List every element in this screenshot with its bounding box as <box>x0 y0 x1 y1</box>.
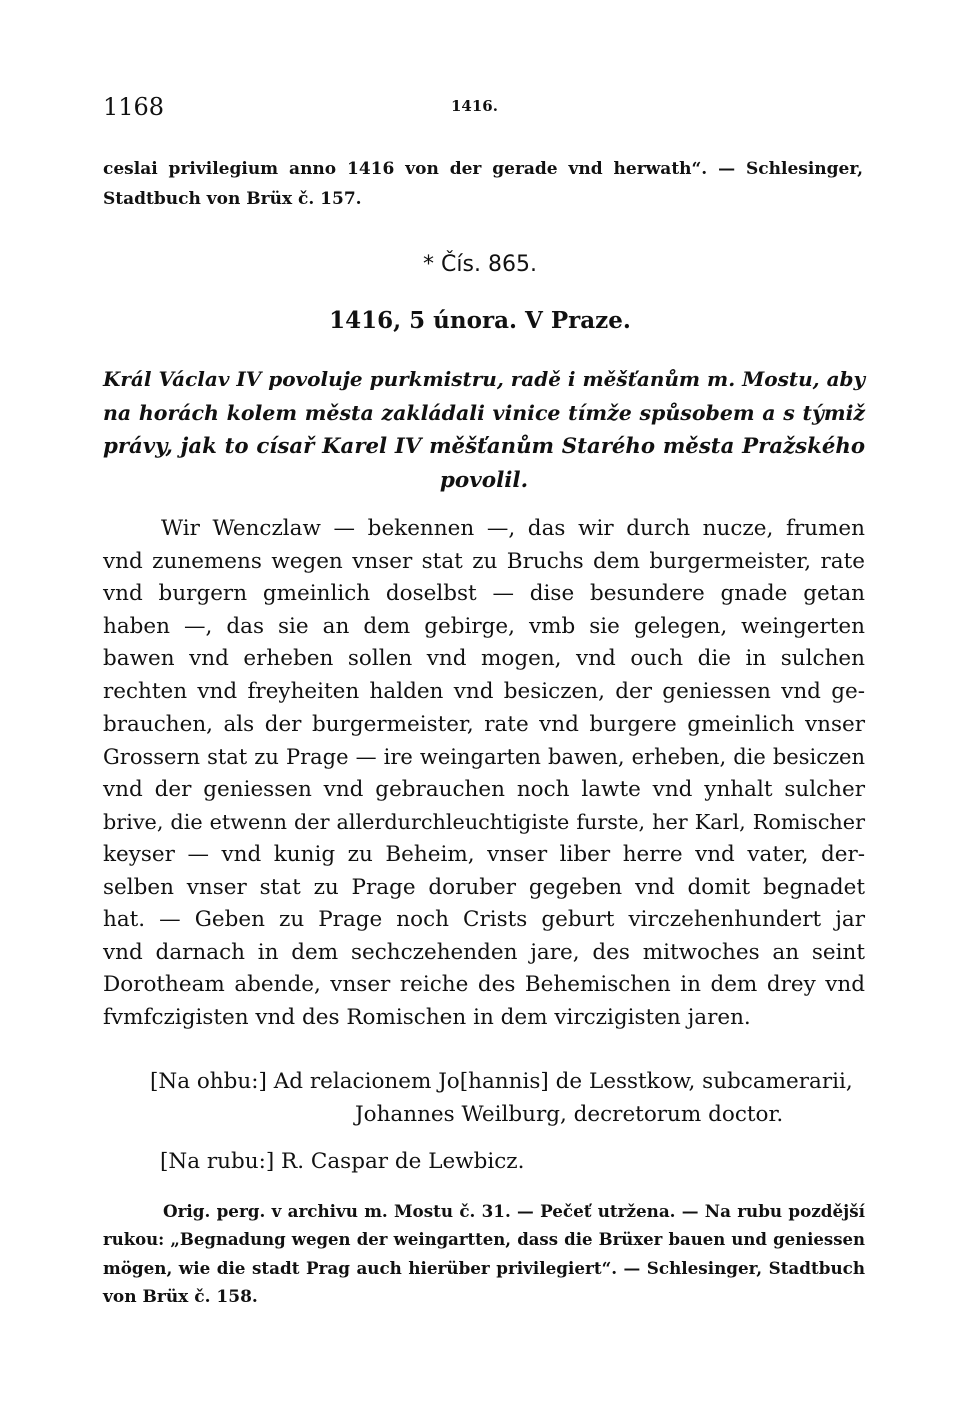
charter-line: Wir Wenczlaw — bekennen —, das wir durch nucze, frumen <box>161 516 865 541</box>
endorsement-fold-continued: Johannes Weilburg, decretorum doctor. <box>355 1102 784 1127</box>
charter-line: Grossern stat zu Prage — ire weingarten bawen, erheben, die besiczen <box>103 745 865 770</box>
regest-summary <box>103 362 865 498</box>
charter-line: fvmfczigisten vnd des Romischen in dem virczigisten jaren. <box>103 1004 751 1030</box>
charter-line: selben vnser stat zu Prage doruber gegeben vnd domit begnadet <box>103 874 865 900</box>
regest-line: právy, jak to císař Karel IV měšťanům Starého města Pražského <box>103 434 865 459</box>
page-number: 1168 <box>103 93 165 121</box>
source-line: Orig. perg. v archivu m. Mostu č. 31. — Pečeť utržena. — Na rubu pozdější <box>163 1201 865 1221</box>
charter-line: bawen vnd erheben sollen vnd mogen, vnd ouch die in sulchen <box>103 646 865 672</box>
source-line: von Brüx č. 158. <box>103 1286 258 1307</box>
endorsement-verso: [Na rubu:] R. Caspar de Lewbicz. <box>160 1149 525 1174</box>
charter-line: haben —, das sie an dem gebirge, vmb sie gelegen, weingerten <box>103 613 865 639</box>
charter-line: Dorotheam abende, vnser reiche des Behemischen in dem drey vnd <box>103 972 865 998</box>
charter-line: hat. — Geben zu Prage noch Crists geburt virczehenhundert jar <box>103 907 865 933</box>
charter-line: vnd burgern gmeinlich doselbst — dise besundere gnade getan <box>103 581 865 607</box>
regest-line: povolil. <box>439 468 529 493</box>
endorsement-fold: [Na ohbu:] Ad relacionem Jo[hannis] de Lesstkow, subcamerarii, <box>150 1069 853 1094</box>
document-number: * Čís. 865. <box>423 252 537 277</box>
running-head-year: 1416. <box>451 97 498 115</box>
charter-line: rechten vnd freyheiten halden vnd besiczen, der geniessen vnd ge- <box>103 678 865 704</box>
charter-line: brauchen, als der burgermeister, rate vnd burgere gmeinlich vnser <box>103 711 865 737</box>
charter-line: keyser — vnd kunig zu Beheim, vnser liber herre vnd vater, der- <box>103 841 865 867</box>
previous-document-note: ceslai privilegium anno 1416 von der gerade vnd herwath“. — Schlesinger, Stadtbuch von Brüx č. 157. <box>103 159 863 209</box>
source-note <box>103 1197 865 1311</box>
regest-line: na horách kolem města zakládali vinice tímže spůsobem a s týmiž <box>103 401 865 425</box>
regest-line: Král Václav IV povoluje purkmistru, radě i měšťanům m. Mostu, aby <box>103 367 866 391</box>
document-date-place: 1416, 5 února. V Praze. <box>329 307 631 334</box>
charter-line: brive, die etwenn der allerdurchleuchtigiste furste, her Karl, Romischer <box>103 810 865 835</box>
source-line: rukou: „Begnadung wegen der weingartten, dass die Brüxer bauen und geniessen <box>103 1229 865 1249</box>
charter-line: vnd darnach in dem sechczehenden jare, des mitwoches an seint <box>103 939 865 965</box>
charter-line: vnd zunemens wegen vnser stat zu Bruchs dem burgermeister, rate <box>103 548 865 574</box>
charter-line: vnd der geniessen vnd gebrauchen noch lawte vnd ynhalt sulcher <box>103 776 865 802</box>
charter-text <box>103 513 865 1035</box>
page-header <box>103 93 863 123</box>
source-line: mögen, wie die stadt Prag auch hierüber privilegiert“. — Schlesinger, Stadtbuch <box>103 1258 865 1278</box>
